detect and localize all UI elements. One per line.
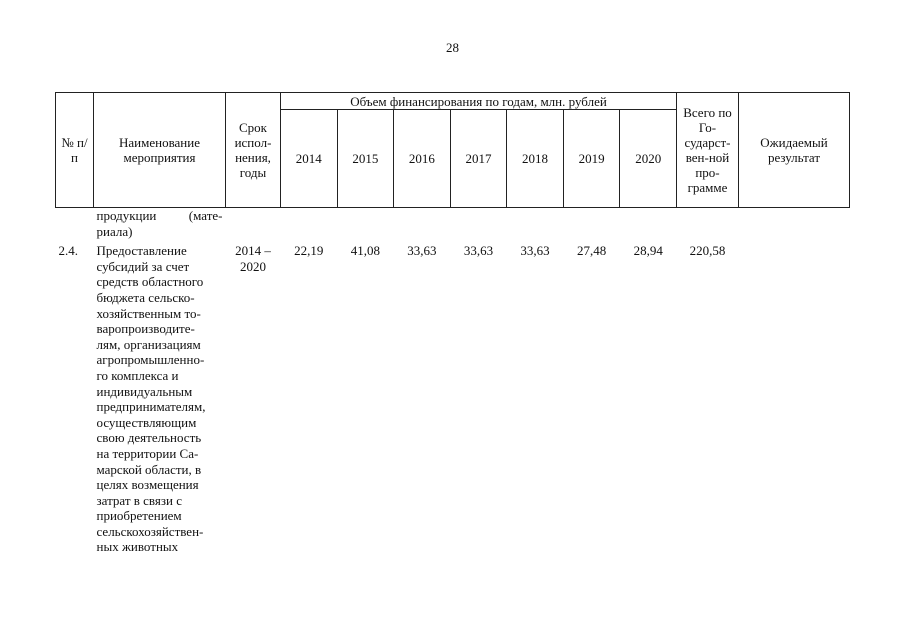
header-year-2019: 2019 <box>563 110 620 208</box>
header-year-2020: 2020 <box>620 110 677 208</box>
name-line: го комплекса и <box>96 367 179 383</box>
cell-number <box>56 208 94 240</box>
header-result: Ожидаемый результат <box>739 93 850 208</box>
name-line: марской области, в <box>96 461 202 477</box>
name-line: субсидий за счет <box>96 258 190 274</box>
header-year-2017: 2017 <box>450 110 507 208</box>
header-year-2014: 2014 <box>281 110 338 208</box>
name-line: хозяйственным то- <box>96 305 201 321</box>
header-number: № п/п <box>56 93 94 208</box>
cell-value-2017: 33,63 <box>463 243 494 259</box>
page-number: 28 <box>446 40 459 55</box>
cell-value-2015: 41,08 <box>350 243 380 259</box>
cell-name: продукции (мате-риала) <box>96 208 223 239</box>
cell-term: 2014 – 2020 <box>235 243 271 274</box>
cell-result <box>739 243 850 555</box>
name-line: Предоставление <box>96 243 187 259</box>
name-line: ных животных <box>96 539 179 555</box>
name-line: приобретением <box>96 508 182 524</box>
header-financing: Объем финансирования по годам, млн. рублей <box>281 93 677 110</box>
header-year-2016: 2016 <box>394 110 451 208</box>
header-year-2018: 2018 <box>507 110 564 208</box>
cell-value-2018: 33,63 <box>520 243 550 259</box>
name-line: средств областного <box>96 274 204 290</box>
name-line: целях возмещения <box>96 477 199 493</box>
table-row-continuation <box>56 208 850 240</box>
cell-total: 220,58 <box>689 243 726 259</box>
cell-value-2019: 27,48 <box>576 243 607 259</box>
cell-name <box>94 243 226 555</box>
name-line: варопроизводите- <box>96 321 195 337</box>
table-row-2-4 <box>56 243 850 555</box>
cell-value-2020: 28,94 <box>633 243 663 259</box>
name-line: лям, организациям <box>96 336 201 352</box>
name-line: предпринимателям, <box>96 399 206 415</box>
header-total: Всего по Го-сударст-вен-ной про-грамме <box>677 93 739 208</box>
name-line: сельскохозяйствен- <box>96 523 204 539</box>
header-term: Срок испол-нения, годы <box>226 93 281 208</box>
name-line: индивидуальным <box>96 383 193 399</box>
header-year-2015: 2015 <box>337 110 394 208</box>
header-name: Наименование мероприятия <box>94 93 226 208</box>
financing-table <box>55 92 850 555</box>
name-line: агропромышленно- <box>96 352 205 368</box>
name-line: затрат в связи с <box>96 492 182 508</box>
name-line: на территории Са- <box>96 445 199 461</box>
cell-value-2016: 33,63 <box>407 243 437 259</box>
name-line: бюджета сельско- <box>96 289 195 305</box>
cell-number: 2.4. <box>58 243 78 259</box>
name-line: осуществляющим <box>96 414 197 430</box>
name-line: свою деятельность <box>96 430 202 446</box>
cell-value-2014: 22,19 <box>294 243 324 259</box>
